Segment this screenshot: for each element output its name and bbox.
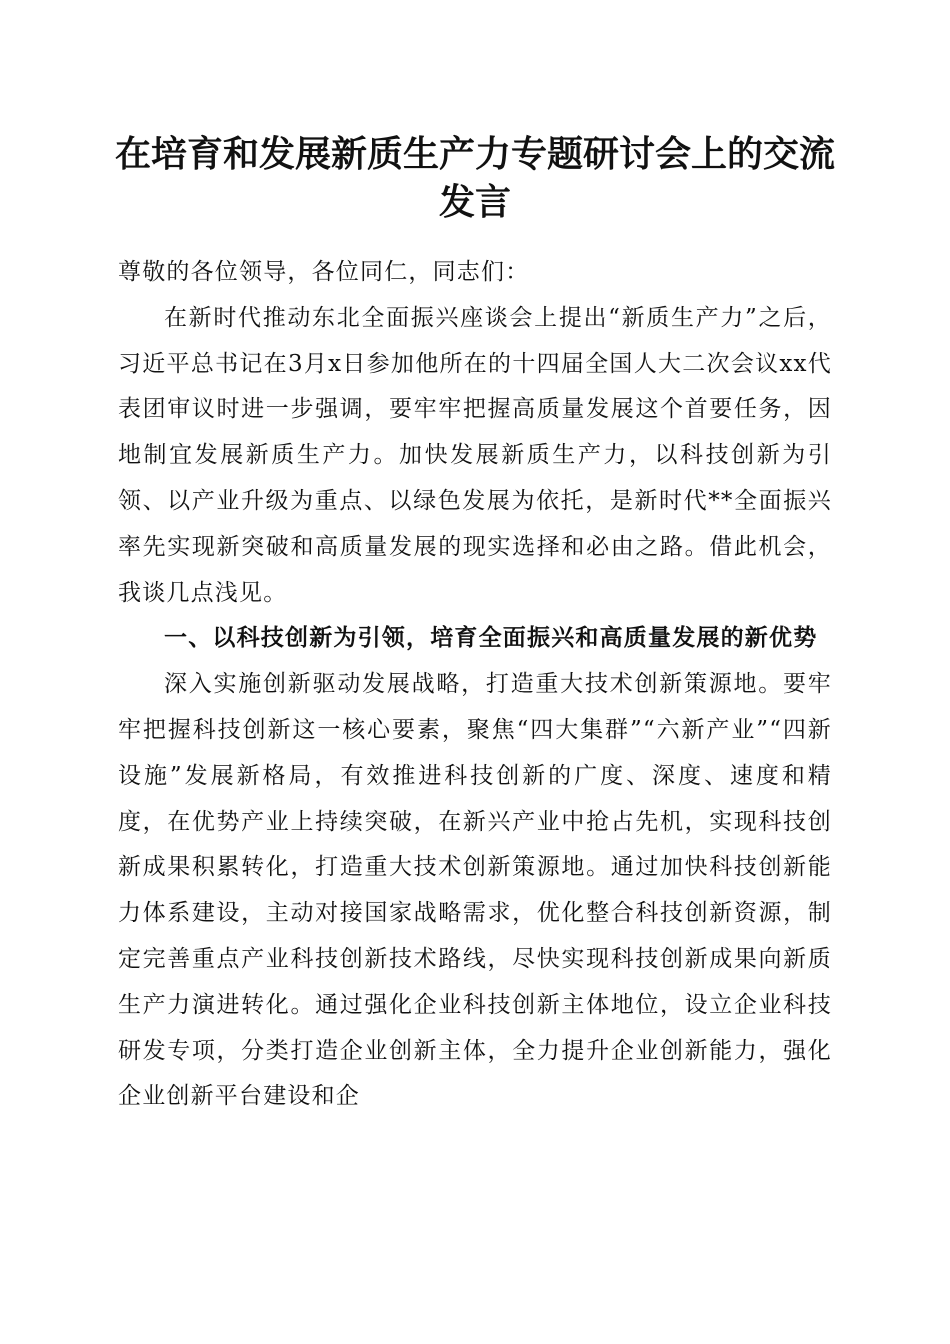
- section-1-heading: 一、以科技创新为引领，培育全面振兴和高质量发展的新优势: [164, 625, 818, 652]
- title-line-1: 在培育和发展新质生产力专题研讨会上的交流: [114, 133, 835, 175]
- title-line-2: 发言: [438, 181, 511, 223]
- document-title: [100, 130, 850, 226]
- section-1-paragraph: 深入实施创新驱动发展战略，打造重大技术创新策源地。要牢牢把握科技创新这一核心要素，聚焦“四大集群”“六新产业”“四新设施”发展新格局，有效推进科技创新的广度、深度、速度和精度，在优势产业上持续突破，在新兴产业中抢占先机，实现科技创新成果积累转化，打造重大技术创新策源地。通过加快科技创新能力体系建设，主动对接国家战略需求，优化整合科技创新资源，制定完善重点产业科技创新技术路线，尽快实现科技创新成果向新质生产力演进转化。通过强化企业科技创新主体地位，设立企业科技研发专项，分类打造企业创新主体，全力提升企业创新能力，强化企业创新平台建设和企: [118, 671, 832, 1110]
- document-body: [118, 250, 832, 1120]
- intro-paragraph: 在新时代推动东北全面振兴座谈会上提出“新质生产力”之后，习近平总书记在3月x日参加他所在的十四届全国人大二次会议xx代表团审议时进一步强调，要牢牢把握高质量发展这个首要任务，因地制宜发展新质生产力。加快发展新质生产力，以科技创新为引领、以产业升级为重点、以绿色发展为依托，是新时代**全面振兴率先实现新突破和高质量发展的现实选择和必由之路。借此机会，我谈几点浅见。: [118, 304, 832, 606]
- salutation: 尊敬的各位领导，各位同仁，同志们：: [118, 259, 530, 285]
